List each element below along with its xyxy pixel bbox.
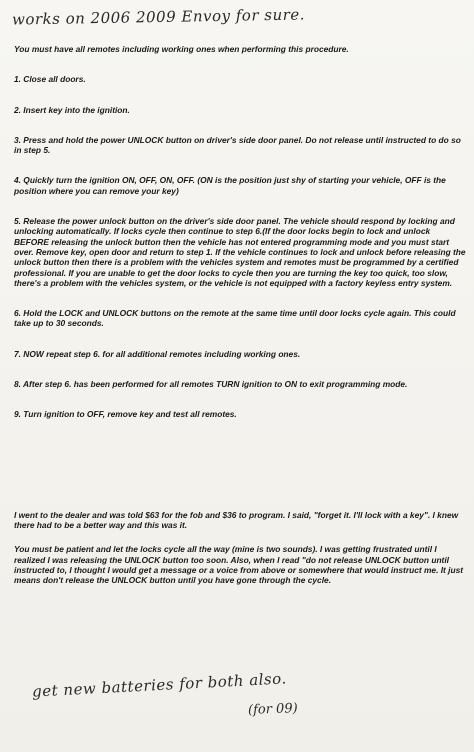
handwritten-header-note: works on 2006 2009 Envoy for sure.	[11, 5, 306, 29]
patience-note: You must be patient and let the locks cycle all the way (mine is two sounds). I was getting frustrated until I realized I was releasing the UNLOCK button too soon. Also, when I read "do not release UNLOCK button until instructed to, I thought I would get a message or a voice from above or somewhere that would instruct me. It just means don't release the UNLOCK button until you have gone through the cycle.	[14, 544, 464, 586]
step-1: 1. Close all doors.	[14, 74, 86, 85]
handwritten-footer-note: get new batteries for both also.	[31, 669, 288, 701]
step-3: 3. Press and hold the power UNLOCK button on driver's side door panel. Do not release until instructed to do so in step 5.	[14, 134, 461, 156]
step-7: 7. NOW repeat step 6. for all additional remotes including working ones.	[14, 348, 301, 359]
dealer-note: I went to the dealer and was told $63 for the fob and $36 to program. I said, "forget it. I'll lock with a key". I knew there had to be a better way and this was it.	[14, 509, 459, 530]
step-5: 5. Release the power unlock button on the driver's side door panel. The vehicle should respond by locking and unlocking automatically. If locks cycle then continue to step 6.(If the door locks begin to lock and unlock BEFORE releasing the unlock button then the vehicle has not entered programming mode and you must start over. Remove key, open door and return to step 1. If the vehicle continues to lock and unlock before releasing the unlock button then there is a problem with the vehicles system and remotes must be programmed by a certified professional. If you are unable to get the door locks to cycle then you are turning the key too quick, too slow, there's a problem with the vehicles system, or the vehicle is not equipped with a factory keyless entry system.	[14, 216, 466, 288]
instructions-body	[14, 44, 466, 599]
step-6: 6. Hold the LOCK and UNLOCK buttons on the remote at the same time until door locks cycle again. This could take up to 30 seconds.	[14, 308, 456, 329]
step-8: 8. After step 6. has been performed for all remotes TURN ignition to ON to exit programming mode.	[14, 379, 408, 390]
step-2: 2. Insert key into the ignition.	[14, 104, 130, 115]
step-4: 4. Quickly turn the ignition ON, OFF, ON, OFF. (ON is the position just shy of starting your vehicle, OFF is the position where you can remove your key)	[14, 175, 446, 196]
blank-gap	[14, 440, 466, 510]
step-9: 9. Turn ignition to OFF, remove key and test all remotes.	[14, 409, 237, 420]
intro-text: You must have all remotes including working ones when performing this procedure.	[14, 44, 349, 54]
handwritten-footer-paren: (for 09)	[247, 701, 298, 718]
